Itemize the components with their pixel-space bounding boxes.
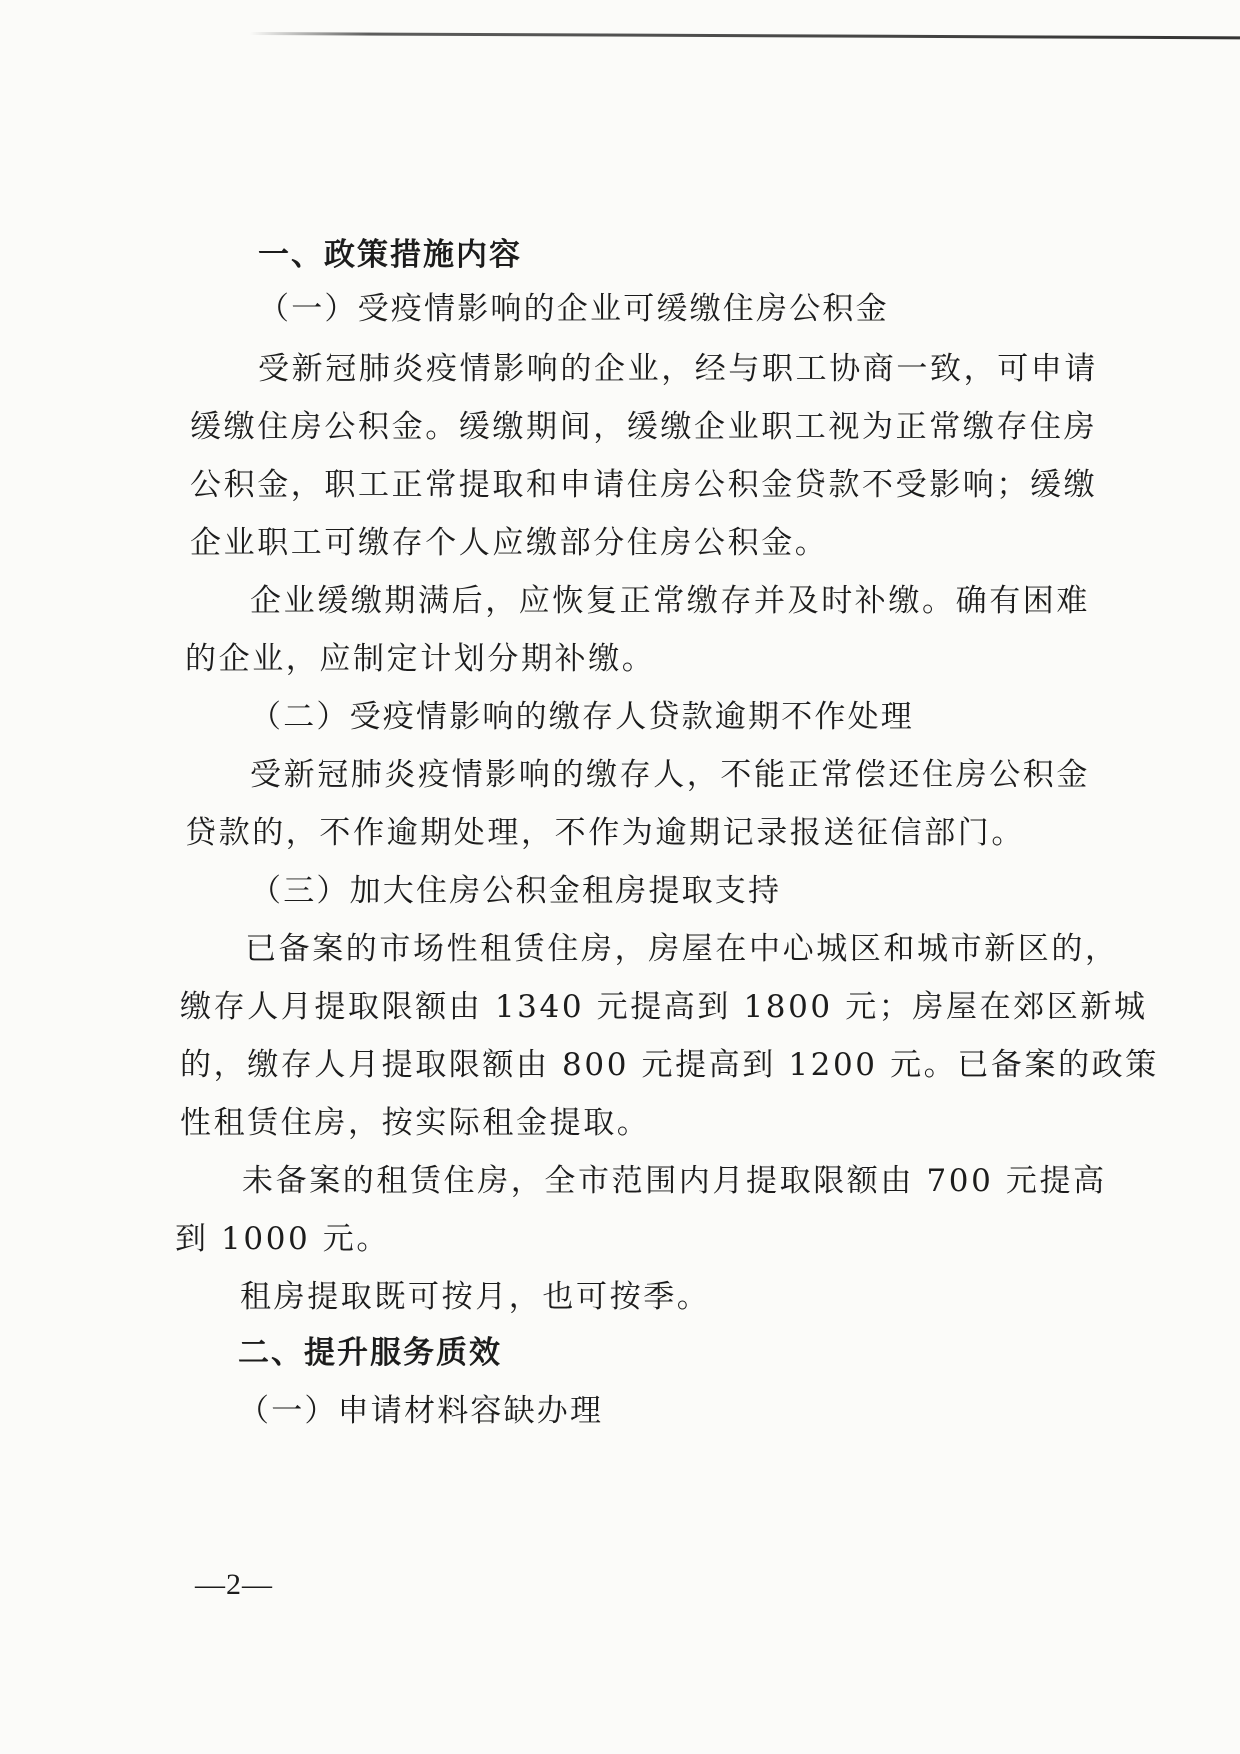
paragraph-line: 性租赁住房，按实际租金提取。 [180, 1105, 651, 1141]
paragraph-line: 企业职工可缴存个人应缴部分住房公积金。 [190, 525, 829, 561]
paragraph-line: 租房提取既可按月，也可按季。 [240, 1279, 711, 1315]
subsection-heading-2-1: （一）申请材料容缺办理 [238, 1393, 604, 1429]
paragraph-line: 受新冠肺炎疫情影响的缴存人，不能正常偿还住房公积金 [250, 757, 1090, 793]
paragraph-line: 公积金，职工正常提取和申请住房公积金贷款不受影响；缓缴 [190, 467, 1098, 503]
paragraph-line: 到 1000 元。 [175, 1221, 391, 1257]
paragraph-line: 的，缴存人月提取限额由 800 元提高到 1200 元。已备案的政策 [180, 1047, 1159, 1083]
paragraph-line: 缴存人月提取限额由 1340 元提高到 1800 元；房屋在郊区新城 [180, 989, 1148, 1025]
paragraph-line: 未备案的租赁住房，全市范围内月提取限额由 700 元提高 [242, 1163, 1107, 1199]
section-heading-2: 二、提升服务质效 [238, 1335, 502, 1371]
paragraph-line: 的企业，应制定计划分期补缴。 [185, 641, 656, 677]
paragraph-line: 企业缓缴期满后，应恢复正常缴存并及时补缴。确有困难 [250, 583, 1090, 619]
paragraph-line: 贷款的，不作逾期处理，不作为逾期记录报送征信部门。 [185, 815, 1025, 851]
page-number: —2— [195, 1568, 273, 1601]
subsection-heading-1-1: （一）受疫情影响的企业可缓缴住房公积金 [258, 291, 889, 327]
paragraph-line: 受新冠肺炎疫情影响的企业，经与职工协商一致，可申请 [258, 351, 1098, 387]
paragraph-line: 已备案的市场性租赁住房，房屋在中心城区和城市新区的， [245, 931, 1119, 967]
section-heading-1: 一、政策措施内容 [258, 237, 522, 273]
subsection-heading-1-2: （二）受疫情影响的缴存人贷款逾期不作处理 [250, 699, 914, 735]
paragraph-line: 缓缴住房公积金。缓缴期间，缓缴企业职工视为正常缴存住房 [190, 409, 1098, 445]
subsection-heading-1-3: （三）加大住房公积金租房提取支持 [250, 873, 782, 909]
